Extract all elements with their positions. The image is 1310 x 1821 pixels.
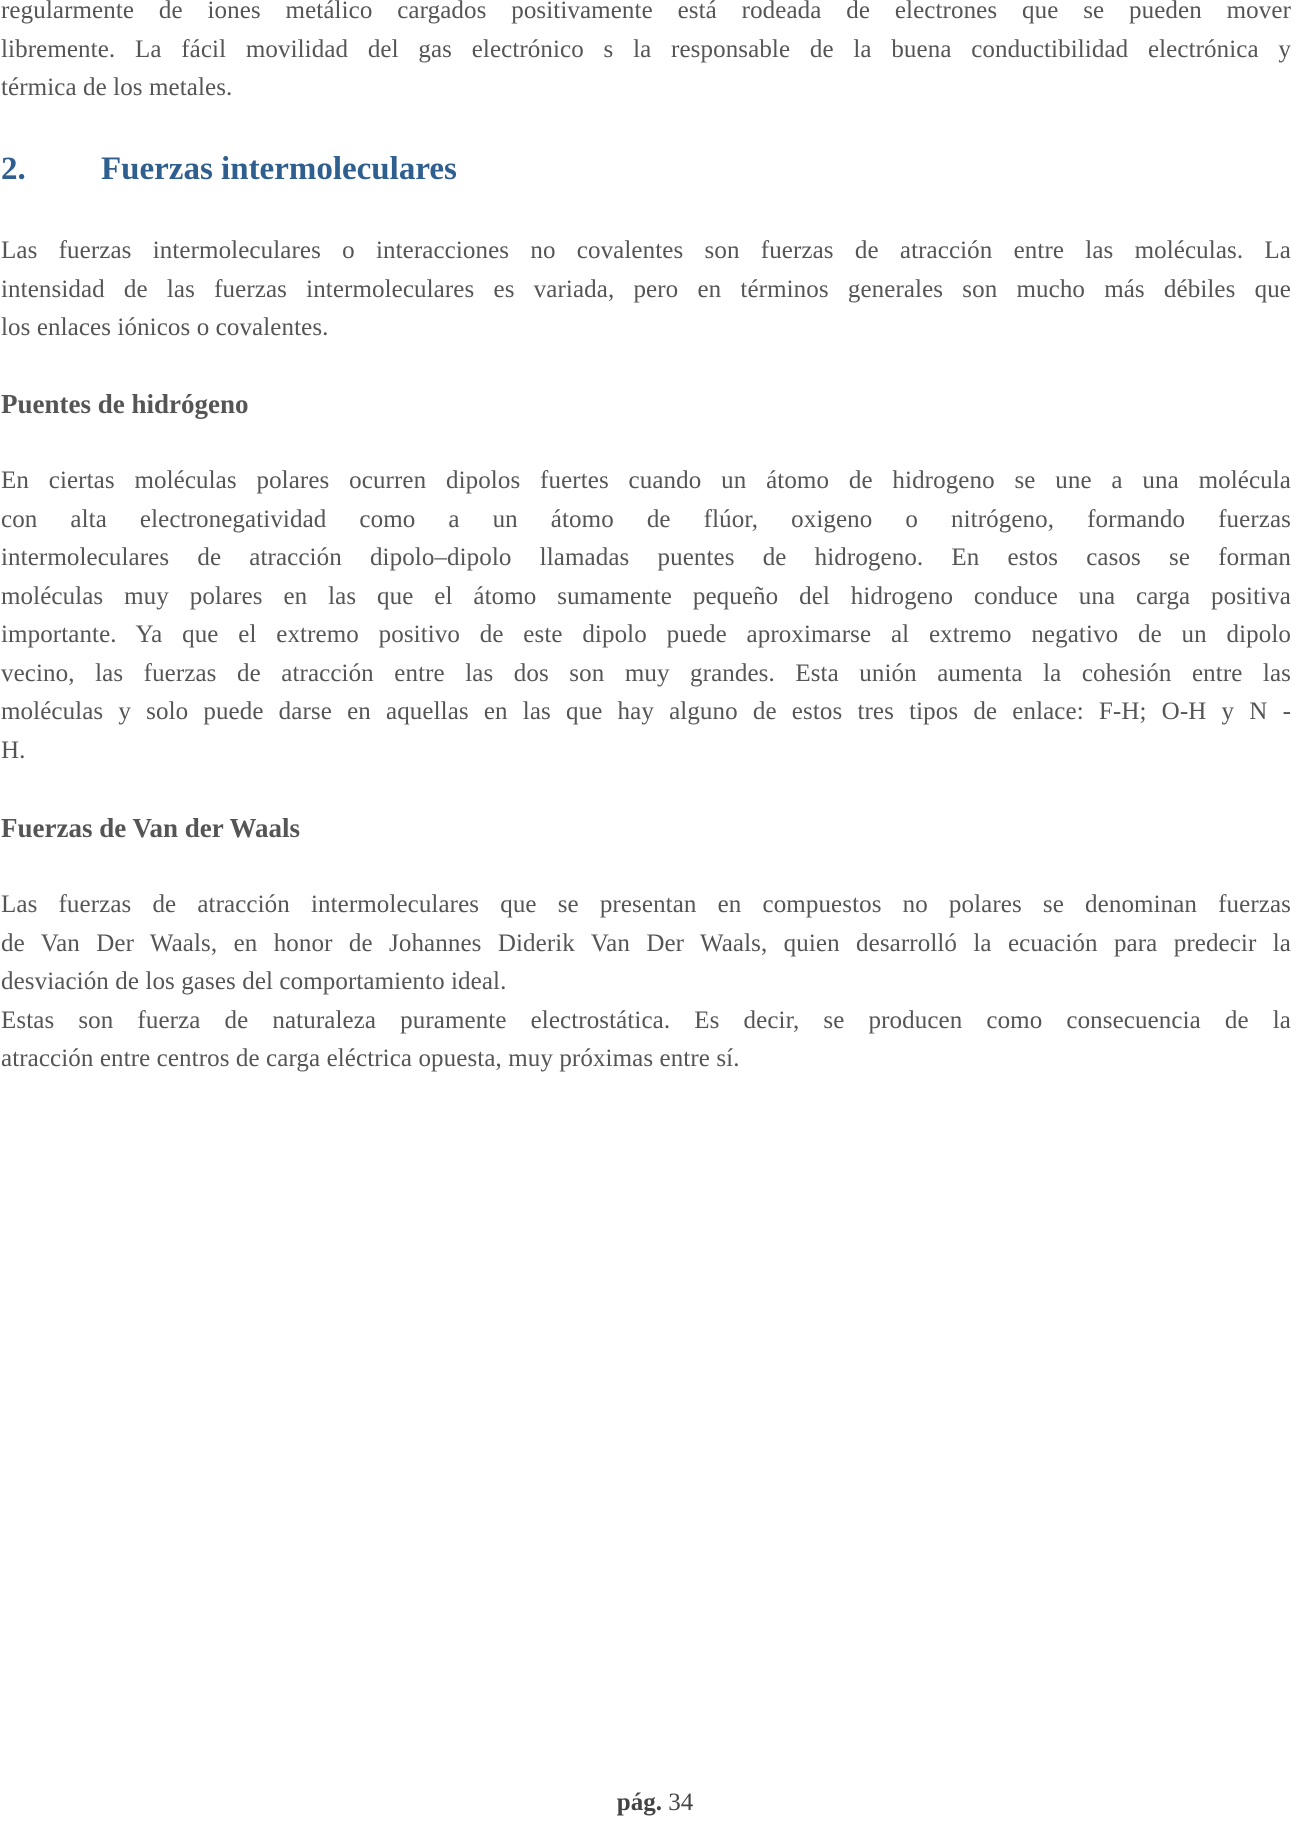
hydrogen-bonds-paragraph xyxy=(1,462,1291,770)
intro-paragraph xyxy=(1,0,1291,108)
text-line: H. xyxy=(1,736,26,764)
subsection-heading-hydrogen-bonds: Puentes de hidrógeno xyxy=(1,389,249,419)
text-line: desviación de los gases del comportamiento ideal. xyxy=(1,968,507,995)
section-number: 2. xyxy=(1,151,26,187)
text-line: moléculas y solo puede darse en aquellas en las que hay alguno de estos tres tipos de enlace: F-H; O-H y N - xyxy=(1,698,1291,725)
text-line: regularmente de iones metálico cargados positivamente está rodeada de electrones que se pueden mover xyxy=(1,0,1291,24)
text-line: intermoleculares de atracción dipolo–dipolo llamadas puentes de hidrogeno. En estos casos se forman xyxy=(1,544,1291,571)
text-line: libremente. La fácil movilidad del gas electrónico s la responsable de la buena conductibilidad electrónica y xyxy=(1,35,1291,63)
subsection-heading-van-der-waals: Fuerzas de Van der Waals xyxy=(1,813,301,843)
section-title: Fuerzas intermoleculares xyxy=(101,151,457,187)
text-line: los enlaces iónicos o covalentes. xyxy=(1,314,329,341)
van-der-waals-paragraph xyxy=(1,886,1291,1079)
text-line: de Van Der Waals, en honor de Johannes Diderik Van Der Waals, quien desarrolló la ecuación para predecir la xyxy=(1,929,1291,957)
text-line: importante. Ya que el extremo positivo de este dipolo puede aproximarse al extremo negativo de un dipolo xyxy=(1,621,1291,648)
section-intro-paragraph xyxy=(1,232,1291,348)
page-number: 34 xyxy=(668,1789,694,1816)
text-line: moléculas muy polares en las que el átomo sumamente pequeño del hidrogeno conduce una carga positiva xyxy=(1,582,1291,610)
page-label: pág. xyxy=(616,1789,662,1816)
page-footer xyxy=(0,1788,1310,1818)
text-line: Las fuerzas de atracción intermoleculares que se presentan en compuestos no polares se denominan fuerzas xyxy=(1,891,1291,918)
text-line: con alta electronegatividad como a un átomo de flúor, oxigeno o nitrógeno, formando fuerzas xyxy=(1,505,1291,533)
text-line: atracción entre centros de carga eléctrica opuesta, muy próximas entre sí. xyxy=(1,1045,740,1072)
text-line: Las fuerzas intermoleculares o interacciones no covalentes son fuerzas de atracción entre las moléculas. La xyxy=(1,237,1291,264)
text-line: En ciertas moléculas polares ocurren dipolos fuertes cuando un átomo de hidrogeno se une a una molécula xyxy=(1,467,1291,494)
text-line: térmica de los metales. xyxy=(1,74,233,101)
section-heading xyxy=(1,147,457,191)
text-line: Estas son fuerza de naturaleza puramente electrostática. Es decir, se producen como consecuencia de la xyxy=(1,1006,1291,1034)
text-line: vecino, las fuerzas de atracción entre las dos son muy grandes. Esta unión aumenta la cohesión entre las xyxy=(1,659,1291,687)
text-line: intensidad de las fuerzas intermoleculares es variada, pero en términos generales son mucho más débiles que xyxy=(1,275,1291,303)
